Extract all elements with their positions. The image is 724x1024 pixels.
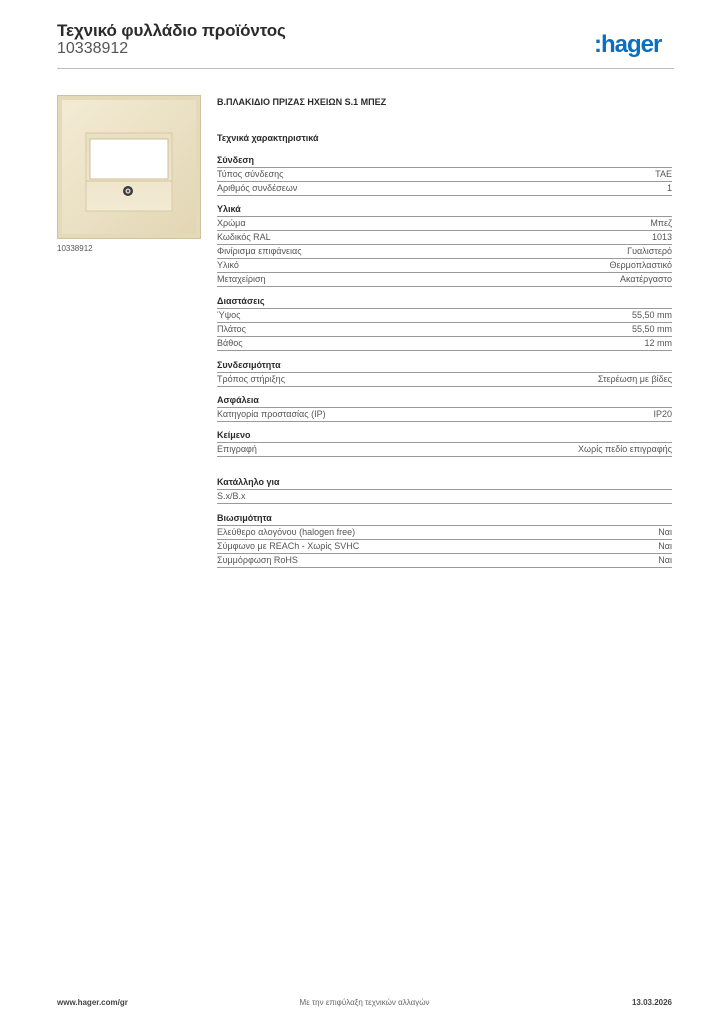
spec-label: Επιγραφή [217,444,257,454]
spec-groups [217,155,672,568]
spec-group [217,155,672,196]
spec-group-title: Βιωσιμότητα [217,513,672,526]
spec-group-title: Διαστάσεις [217,296,672,309]
spec-label: Αριθμός συνδέσεων [217,183,298,193]
spec-group [217,477,672,504]
spec-label: Μεταχείριση [217,274,266,284]
product-image [57,95,201,239]
spec-value: 1013 [651,232,672,242]
spec-group [217,430,672,457]
spec-value: 1 [666,183,672,193]
product-details [217,96,672,568]
spec-row [217,309,672,323]
product-code: 10338912 [57,40,129,57]
spec-value: 55,50 mm [631,324,672,334]
spec-row [217,540,672,554]
spec-value: Γυαλιστερό [627,246,672,256]
spec-value: 55,50 mm [631,310,672,320]
spec-label: Κατηγορία προστασίας (IP) [217,409,326,419]
spec-row [217,323,672,337]
spec-value: Θερμοπλαστικό [609,260,672,270]
technical-heading: Τεχνικά χαρακτηριστικά [217,133,319,143]
spec-value: Μπεζ [650,218,672,228]
spec-label: Χρώμα [217,218,246,228]
spec-label: Ελεύθερο αλογόνου (halogen free) [217,527,356,537]
spec-group [217,360,672,387]
spec-value: Ναι [658,527,672,537]
spec-label: Βάθος [217,338,243,348]
hager-logo [594,30,674,60]
spec-label: Τύπος σύνδεσης [217,169,284,179]
spec-row [217,245,672,259]
spec-row [217,259,672,273]
footer-notice: Με την επιφύλαξη τεχνικών αλλαγών [299,998,430,1007]
spec-row [217,273,672,287]
spec-group [217,296,672,351]
spec-value: Στερέωση με βίδες [597,374,672,384]
spec-group-title: Ασφάλεια [217,395,672,408]
spec-group-title: Συνδεσιμότητα [217,360,672,373]
product-name: Β.ΠΛΑΚΙΔΙΟ ΠΡΙΖΑΣ ΗΧΕΙΩΝ S.1 ΜΠΕΖ [217,97,387,107]
spec-label: Υλικό [217,260,239,270]
spec-label: Πλάτος [217,324,246,334]
spec-value: Χωρίς πεδίο επιγραφής [578,444,672,454]
spec-group [217,395,672,422]
spec-row [217,231,672,245]
hager-logo-text: :hager [594,31,662,58]
spec-value: 12 mm [644,338,672,348]
page-title: Τεχνικό φυλλάδιο προϊόντος [57,21,286,40]
spec-group-title: Κατάλληλο για [217,477,672,490]
spec-group-title: Σύνδεση [217,155,672,168]
spec-row [217,337,672,351]
spec-row [217,408,672,422]
spec-row [217,490,672,504]
spec-label: S.x/B.x [217,491,246,501]
spec-value: TAE [655,169,672,179]
spec-label: Ύψος [217,310,241,320]
spec-value: Ναι [658,555,672,565]
spec-row [217,217,672,231]
spec-group-title: Κείμενο [217,430,672,443]
spec-value: IP20 [653,409,672,419]
spec-group [217,204,672,287]
spec-value: Ακατέργαστο [620,274,672,284]
footer-date: 13.03.2026 [631,998,672,1007]
spec-row [217,554,672,568]
spec-label: Φινίρισμα επιφάνειας [217,246,302,256]
spec-row [217,168,672,182]
spec-row [217,373,672,387]
footer-website[interactable]: www.hager.com/gr [57,998,128,1007]
image-caption: 10338912 [57,244,93,253]
spec-group-title: Υλικά [217,204,672,217]
spec-row [217,443,672,457]
spec-value: Ναι [658,541,672,551]
spec-label: Τρόπος στήριξης [217,374,286,384]
spec-label: Συμμόρφωση RoHS [217,555,298,565]
header-divider [57,68,674,69]
spec-label: Σύμφωνο με REACh - Χωρίς SVHC [217,541,360,551]
spec-row [217,182,672,196]
spec-label: Κωδικός RAL [217,232,271,242]
spec-row [217,526,672,540]
spec-group [217,513,672,568]
